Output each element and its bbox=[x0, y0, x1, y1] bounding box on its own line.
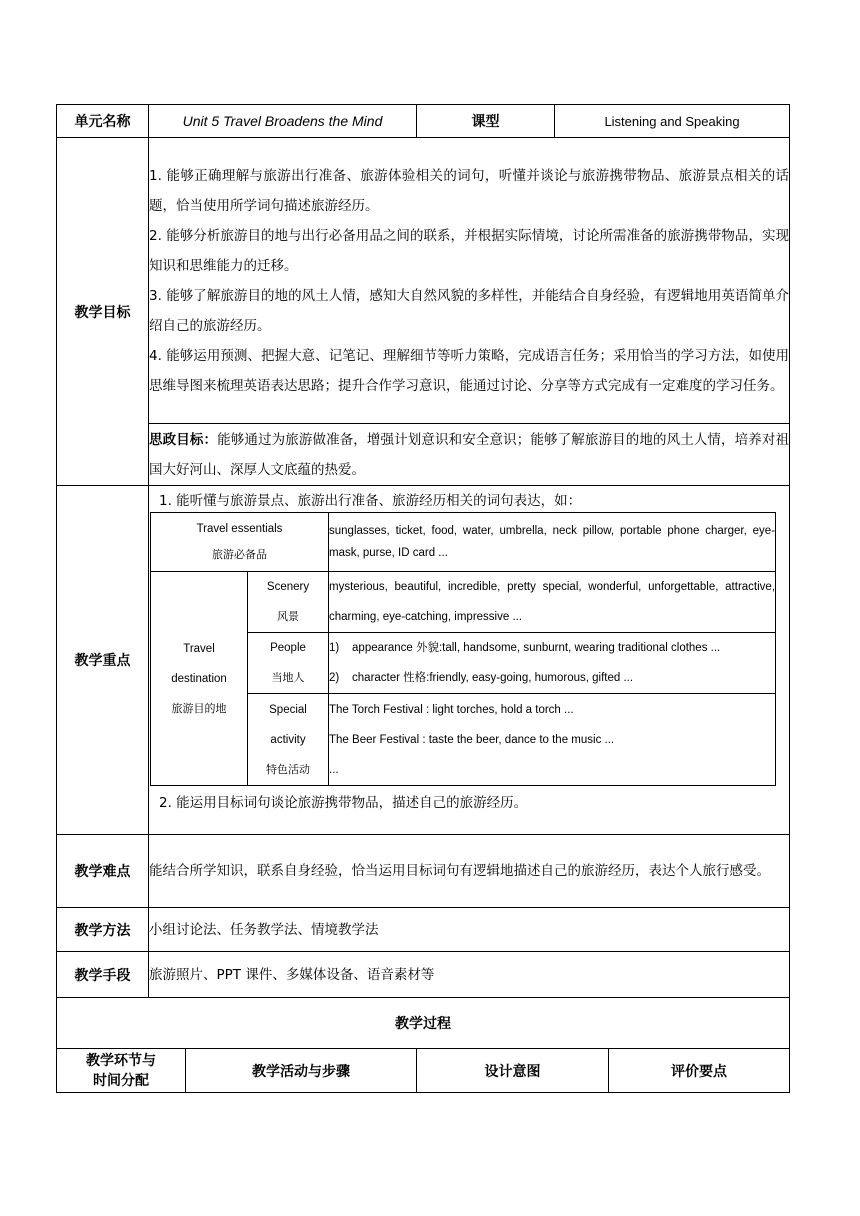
means-text: 旅游照片、PPT 课件、多媒体设备、语音素材等 bbox=[149, 952, 790, 998]
process-col-evaluation: 评价要点 bbox=[609, 1049, 790, 1093]
people-words bbox=[329, 633, 776, 694]
goals-content bbox=[149, 138, 790, 424]
goals-label: 教学目标 bbox=[57, 138, 149, 486]
process-col-stage-line1: 教学环节与 bbox=[86, 1052, 156, 1069]
special-en-1: Special bbox=[269, 703, 307, 716]
keypoints-intro: 1. 能听懂与旅游景点、旅游出行准备、旅游经历相关的词句表达，如： bbox=[159, 493, 582, 509]
lesson-type-label: 课型 bbox=[417, 105, 555, 138]
special-torch: The Torch Festival : light torches, hold a torch ... bbox=[329, 703, 574, 716]
special-more: ... bbox=[329, 763, 339, 776]
unit-row bbox=[57, 105, 790, 138]
people-appearance: 1) appearance 外貌:tall, handsome, sunburnt, wearing traditional clothes ... bbox=[329, 642, 721, 654]
essentials-row bbox=[151, 513, 776, 572]
process-title: 教学过程 bbox=[57, 998, 790, 1049]
goals-row bbox=[57, 138, 790, 424]
difficulty-label: 教学难点 bbox=[57, 835, 149, 908]
destination-zh: 旅游目的地 bbox=[171, 701, 227, 715]
goal-item-4: 4. 能够运用预测、把握大意、记笔记、理解细节等听力策略，完成语言任务；采用恰当的学习方法，如使用思维导图来梳理英语表达思路；提升合作学习意识，能通过讨论、分享等方式完成有一定难度的学习任务。 bbox=[149, 347, 790, 394]
scenery-row bbox=[151, 572, 776, 633]
difficulty-text: 能结合所学知识，联系自身经验，恰当运用目标词句有逻辑地描述自己的旅游经历，表达个人旅行感受。 bbox=[149, 835, 790, 908]
special-cell bbox=[248, 694, 329, 786]
scenery-en: Scenery bbox=[266, 581, 310, 593]
keypoints-content bbox=[149, 486, 790, 835]
special-zh: 特色活动 bbox=[266, 762, 310, 776]
process-col-stage-line2: 时间分配 bbox=[93, 1072, 149, 1089]
goal-item-2: 2. 能够分析旅游目的地与出行必备用品之间的联系，并根据实际情境，讨论所需准备的旅游携带物品，实现知识和思维能力的迁移。 bbox=[149, 227, 790, 274]
essentials-cell bbox=[151, 513, 329, 572]
keypoints-outro: 2. 能运用目标词句谈论旅游携带物品，描述自己的旅游经历。 bbox=[159, 795, 528, 811]
essentials-words: sunglasses, ticket, food, water, umbrella, neck pillow, portable phone charger, eye-mask, purse, ID card ... bbox=[329, 513, 776, 572]
ideology-text: 能够通过为旅游做准备，增强计划意识和安全意识；能够了解旅游目的地的风土人情，培养对祖国大好河山、深厚人文底蕴的热爱。 bbox=[149, 431, 790, 478]
keypoints-row bbox=[57, 486, 790, 835]
means-row bbox=[57, 952, 790, 998]
destination-cell bbox=[151, 572, 248, 786]
means-label: 教学手段 bbox=[57, 952, 149, 998]
special-beer: The Beer Festival : taste the beer, dance to the music ... bbox=[329, 733, 615, 746]
essentials-zh: 旅游必备品 bbox=[212, 548, 267, 561]
essentials-en: Travel essentials bbox=[196, 523, 283, 535]
process-col-activities: 教学活动与步骤 bbox=[186, 1049, 417, 1093]
people-cell bbox=[248, 633, 329, 694]
process-col-intent: 设计意图 bbox=[417, 1049, 609, 1093]
scenery-words: mysterious, beautiful, incredible, pretty special, wonderful, unforgettable, attractive, charming, eye-catching, impressive ... bbox=[329, 572, 776, 633]
process-title-row bbox=[57, 998, 790, 1049]
keypoints-label: 教学重点 bbox=[57, 486, 149, 835]
people-en: People bbox=[270, 642, 306, 654]
ideology-label: 思政目标： bbox=[149, 431, 218, 448]
difficulty-row bbox=[57, 835, 790, 908]
process-col-stage bbox=[57, 1049, 186, 1093]
destination-en-2: destination bbox=[171, 672, 227, 685]
special-words bbox=[329, 694, 776, 786]
unit-name-label: 单元名称 bbox=[57, 105, 149, 138]
scenery-cell bbox=[248, 572, 329, 633]
methods-label: 教学方法 bbox=[57, 908, 149, 952]
vocabulary-table bbox=[150, 512, 776, 786]
ideology-content bbox=[149, 424, 790, 486]
people-character: 2) character 性格:friendly, easy-going, humorous, gifted ... bbox=[329, 672, 634, 684]
unit-name-value: Unit 5 Travel Broadens the Mind bbox=[149, 105, 417, 138]
goal-item-1: 1. 能够正确理解与旅游出行准备、旅游体验相关的词句，听懂并谈论与旅游携带物品、旅游景点相关的话题，恰当使用所学词句描述旅游经历。 bbox=[149, 167, 790, 214]
special-en-2: activity bbox=[270, 733, 306, 746]
lesson-plan-table bbox=[56, 104, 790, 1093]
goal-item-3: 3. 能够了解旅游目的地的风土人情，感知大自然风貌的多样性，并能结合自身经验，有逻辑地用英语简单介绍自己的旅游经历。 bbox=[149, 287, 790, 334]
destination-en-1: Travel bbox=[183, 642, 215, 655]
lesson-type-value: Listening and Speaking bbox=[555, 105, 790, 138]
people-zh: 当地人 bbox=[271, 671, 305, 684]
methods-row bbox=[57, 908, 790, 952]
scenery-zh: 风景 bbox=[277, 610, 299, 623]
methods-text: 小组讨论法、任务教学法、情境教学法 bbox=[149, 908, 790, 952]
ideology-row bbox=[57, 424, 790, 486]
process-header-row bbox=[57, 1049, 790, 1093]
